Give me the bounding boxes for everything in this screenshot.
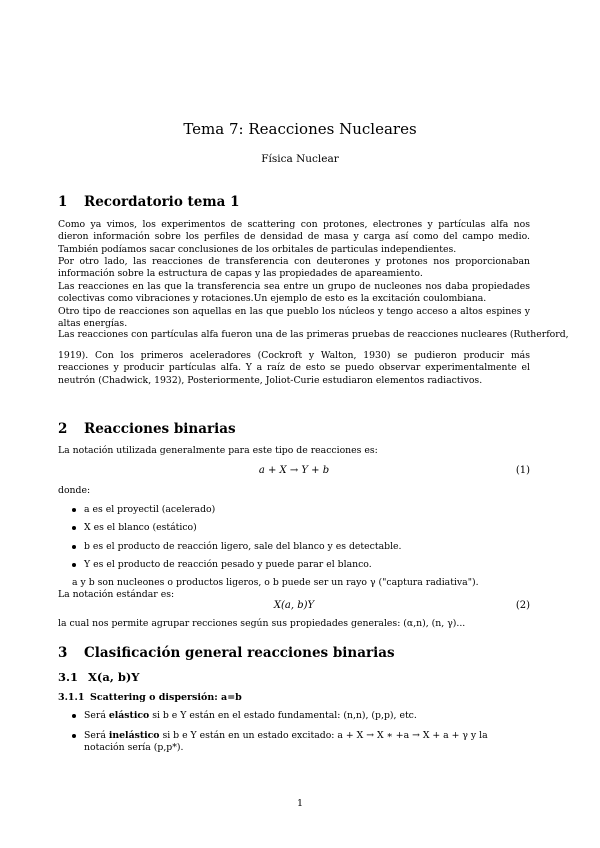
- section-1-heading: [58, 194, 239, 210]
- subsection-title: X(a, b)Y: [88, 670, 140, 684]
- subsection-number: 3.1: [58, 670, 79, 684]
- subsubsection-number: 3.1.1: [58, 692, 85, 703]
- list-item: Y es el producto de reacción pesado y puede parar el blanco.: [72, 559, 530, 571]
- bullet-icon: [72, 526, 76, 530]
- bullet-icon: [72, 563, 76, 567]
- paragraph-line: La notación estándar es:: [58, 589, 175, 600]
- list-item: X es el blanco (estático): [72, 522, 530, 534]
- document-subtitle: Física Nuclear: [261, 153, 339, 165]
- section-3-heading: [58, 645, 395, 661]
- paragraph-line: La notación utilizada generalmente para este tipo de reacciones es:: [58, 445, 378, 456]
- list-item: Será inelástico si b e Y están en un estado excitado: a + X → X ∗ +a → X + a + γ y la notación sería (p,p*).: [72, 730, 530, 755]
- section-number: 3: [58, 645, 68, 661]
- paragraph: 1919). Con los primeros aceleradores (Cockroft y Walton, 1930) se pudieron producir más reacciones y producir partículas alfa. Y a raíz de esto se puedo observar experimentalmente el neutrón (Chadwick, 1932), Posteriormente, Joliot-Curie estudiaron elementos radiactivos.: [58, 350, 530, 386]
- equation-body: X(a, b)Y: [273, 600, 315, 611]
- bullet-icon: [72, 545, 76, 549]
- paragraph: Otro tipo de reacciones son aquellas en las que pueblo los núcleos y tengo acceso a altos espines y altas energías.: [58, 306, 530, 330]
- paragraph-line: la cual nos permite agrupar recciones según sus propiedades generales: (α,n), (n, γ)...: [58, 618, 466, 629]
- bullet-icon: [72, 734, 76, 738]
- section-title: Clasificación general reacciones binarias: [84, 645, 395, 661]
- equation-body: a + X → Y + b: [258, 465, 330, 476]
- equation-number: (1): [515, 465, 530, 476]
- paragraph: Como ya vimos, los experimentos de scattering con protones, electrones y partículas alfa nos dieron información sobre los perfiles de densidad de masa y carga así como del campo medio. También podíamos sacar conclusiones de los orbitales de particulas independientes.: [58, 219, 530, 255]
- section-title: Recordatorio tema 1: [84, 194, 240, 210]
- section-title: Reacciones binarias: [84, 421, 236, 437]
- bold-term: inelástico: [108, 730, 160, 741]
- subsubsection-heading: [58, 692, 242, 703]
- paragraph-line: a y b son nucleones o productos ligeros, o b puede ser un rayo γ ("captura radiativa").: [72, 577, 479, 588]
- list-item: Será elástico si b e Y están en el estado fundamental: (n,n), (p,p), etc.: [72, 710, 530, 722]
- document-title: Tema 7: Reacciones Nucleares: [183, 120, 417, 138]
- equation-number: (2): [515, 600, 530, 611]
- page-number: 1: [296, 798, 304, 809]
- section-2-heading: [58, 421, 236, 437]
- section-number: 2: [58, 421, 68, 437]
- paragraph-line: Las reacciones con partículas alfa fueron una de las primeras pruebas de reacciones nucleares (Rutherford,: [58, 329, 569, 340]
- section-number: 1: [58, 194, 68, 210]
- list-item: b es el producto de reacción ligero, sale del blanco y es detectable.: [72, 541, 530, 553]
- bullet-icon: [72, 508, 76, 512]
- subsubsection-title: Scattering o dispersión: a=b: [90, 692, 242, 703]
- paragraph: Por otro lado, las reacciones de transferencia con deuterones y protones nos proporcionaban información sobre la estructura de capas y las propiedades de apareamiento.: [58, 256, 530, 280]
- paragraph-line: donde:: [58, 485, 91, 496]
- paragraph: Las reacciones en las que la transferencia sea entre un grupo de nucleones nos daba propiedades colectivas como vibraciones y rotaciones.Un ejemplo de esto es la excitación coulombiana.: [58, 281, 530, 305]
- bold-term: elástico: [108, 710, 150, 721]
- subsection-heading: [58, 670, 140, 684]
- list-item: a es el proyectil (acelerado): [72, 504, 530, 516]
- bullet-icon: [72, 714, 76, 718]
